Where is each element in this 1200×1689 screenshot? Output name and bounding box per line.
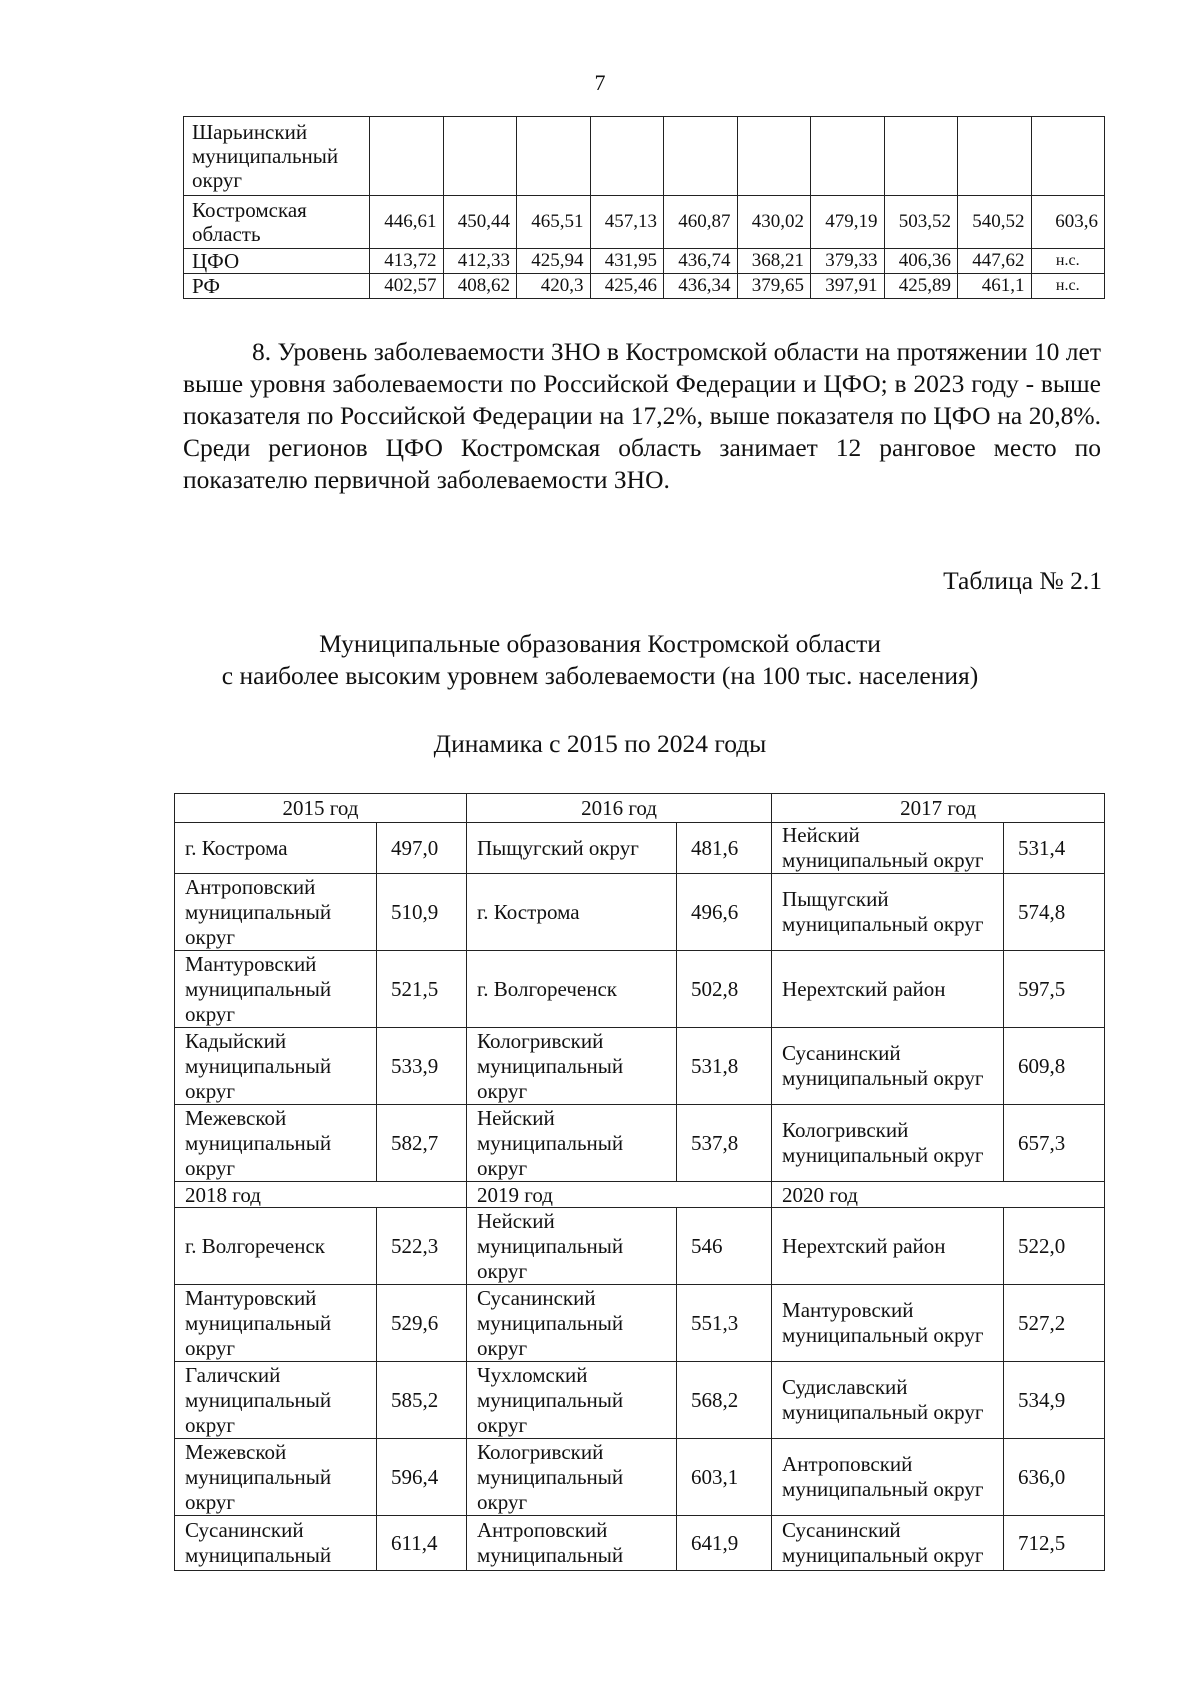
rate-cell: 529,6 — [377, 1285, 467, 1362]
value-cell: 425,94 — [517, 249, 591, 274]
caption-dynamics: Динамика с 2015 по 2024 годы — [433, 729, 767, 758]
value-cell: 431,95 — [590, 249, 664, 274]
value-cell: 368,21 — [737, 249, 811, 274]
table-row — [184, 117, 1105, 196]
value-cell: 412,33 — [443, 249, 517, 274]
value-cell: 402,57 — [370, 274, 444, 299]
value-cell — [590, 117, 664, 196]
municipality-cell: г. Кострома — [175, 823, 377, 874]
year-header: 2015 год — [175, 794, 467, 823]
rate-cell: 603,1 — [677, 1439, 772, 1516]
rate-cell: 568,2 — [677, 1362, 772, 1439]
municipality-cell: Сусанинский муниципальный округ — [467, 1285, 677, 1362]
table-row — [175, 1208, 1105, 1285]
table-row — [175, 1439, 1105, 1516]
year-header: 2017 год — [772, 794, 1105, 823]
value-cell: н.с. — [1031, 249, 1105, 274]
municipality-text: Сусанинский муниципальный — [185, 1518, 332, 1567]
value-cell: 540,52 — [958, 196, 1032, 249]
municipality-cell: Нейский муниципальный округ — [772, 823, 1004, 874]
table-row — [175, 874, 1105, 951]
municipality-cell: Пыщугский округ — [467, 823, 677, 874]
year-header: 2020 год — [772, 1182, 1105, 1208]
municipality-cell: Антроповский муниципальный округ — [175, 874, 377, 951]
paragraph-8 — [183, 336, 1101, 496]
caption-line-1: Муниципальные образования Костромской области — [319, 629, 881, 658]
value-cell — [958, 117, 1032, 196]
value-cell: 436,74 — [664, 249, 738, 274]
value-cell: 379,65 — [737, 274, 811, 299]
rate-cell: 537,8 — [677, 1105, 772, 1182]
rate-cell: 574,8 — [1004, 874, 1105, 951]
table-row — [184, 196, 1105, 249]
rate-cell: 502,8 — [677, 951, 772, 1028]
value-cell — [737, 117, 811, 196]
value-cell: 465,51 — [517, 196, 591, 249]
caption-line-2: с наиболее высоким уровнем заболеваемости (на 100 тыс. населения) — [221, 661, 979, 690]
page-number: 7 — [594, 70, 606, 95]
rate-cell: 609,8 — [1004, 1028, 1105, 1105]
table-row — [175, 823, 1105, 874]
value-cell — [1031, 117, 1105, 196]
year-header-row — [175, 794, 1105, 823]
municipality-cell: Нейский муниципальный округ — [467, 1208, 677, 1285]
rate-cell: 582,7 — [377, 1105, 467, 1182]
value-cell: 397,91 — [811, 274, 885, 299]
year-header: 2016 год — [467, 794, 772, 823]
rate-cell: 712,5 — [1004, 1516, 1105, 1571]
value-cell: 603,6 — [1031, 196, 1105, 249]
value-cell: 503,52 — [884, 196, 958, 249]
municipality-cell: Межевской муниципальный округ — [175, 1105, 377, 1182]
municipality-cell — [467, 1516, 677, 1571]
municipality-cell: г. Волгореченск — [467, 951, 677, 1028]
table-row — [175, 1105, 1105, 1182]
municipality-cell: Кологривский муниципальный округ — [772, 1105, 1004, 1182]
rate-cell: 531,4 — [1004, 823, 1105, 874]
value-cell: 436,34 — [664, 274, 738, 299]
municipality-cell: г. Волгореченск — [175, 1208, 377, 1285]
rate-cell: 496,6 — [677, 874, 772, 951]
table-row — [175, 1516, 1105, 1571]
region-name-cell: ЦФО — [184, 249, 370, 274]
value-cell — [370, 117, 444, 196]
rate-cell: 585,2 — [377, 1362, 467, 1439]
municipality-cell: Нейский муниципальный округ — [467, 1105, 677, 1182]
rate-cell: 657,3 — [1004, 1105, 1105, 1182]
rate-cell: 611,4 — [377, 1516, 467, 1571]
municipality-cell: Нерехтский район — [772, 1208, 1004, 1285]
municipal-incidence-table — [174, 793, 1105, 1571]
value-cell: 425,46 — [590, 274, 664, 299]
value-cell: 425,89 — [884, 274, 958, 299]
value-cell: 450,44 — [443, 196, 517, 249]
value-cell — [884, 117, 958, 196]
rate-cell: 497,0 — [377, 823, 467, 874]
rate-cell: 641,9 — [677, 1516, 772, 1571]
rate-cell: 522,0 — [1004, 1208, 1105, 1285]
value-cell: 447,62 — [958, 249, 1032, 274]
table-caption — [0, 628, 1200, 692]
municipality-cell: Судиславский муниципальный округ — [772, 1362, 1004, 1439]
region-name-cell: РФ — [184, 274, 370, 299]
value-cell: 406,36 — [884, 249, 958, 274]
year-header: 2018 год — [175, 1182, 467, 1208]
value-cell — [664, 117, 738, 196]
table-row — [175, 1285, 1105, 1362]
rate-cell: 636,0 — [1004, 1439, 1105, 1516]
paragraph-text: 8. Уровень заболеваемости ЗНО в Костромской области на протяжении 10 лет выше уровня заболеваемости по Российской Федерации и ЦФО; в 2023 году - выше показателя по Российской Федерации на 17,2%, выше показателя по ЦФО на 20,8%. Среди регионов ЦФО Костромская область занимает 12 ранговое место по показателю первичной заболеваемости ЗНО. — [183, 337, 1101, 494]
rate-cell: 534,9 — [1004, 1362, 1105, 1439]
rate-cell: 533,9 — [377, 1028, 467, 1105]
rate-cell: 531,8 — [677, 1028, 772, 1105]
table-number: Таблица № 2.1 — [943, 566, 1102, 595]
value-cell — [811, 117, 885, 196]
rate-cell: 551,3 — [677, 1285, 772, 1362]
municipality-cell: Чухломский муниципальный округ — [467, 1362, 677, 1439]
rate-cell: 521,5 — [377, 951, 467, 1028]
year-header-row — [175, 1182, 1105, 1208]
table-row — [175, 951, 1105, 1028]
municipality-cell: Антроповский муниципальный округ — [772, 1439, 1004, 1516]
year-header: 2019 год — [467, 1182, 772, 1208]
table-row — [175, 1362, 1105, 1439]
municipality-cell: Кологривский муниципальный округ — [467, 1028, 677, 1105]
value-cell: 408,62 — [443, 274, 517, 299]
municipality-cell: Нерехтский район — [772, 951, 1004, 1028]
regional-incidence-table — [183, 116, 1105, 299]
rate-cell: 527,2 — [1004, 1285, 1105, 1362]
municipality-cell: Пыщугский муниципальный округ — [772, 874, 1004, 951]
rate-cell: 546 — [677, 1208, 772, 1285]
municipality-cell: Мантуровский муниципальный округ — [772, 1285, 1004, 1362]
municipality-cell: Сусанинский муниципальный округ — [772, 1516, 1004, 1571]
value-cell: 460,87 — [664, 196, 738, 249]
municipality-cell: Кадыйский муниципальный округ — [175, 1028, 377, 1105]
value-cell: 461,1 — [958, 274, 1032, 299]
municipality-cell: г. Кострома — [467, 874, 677, 951]
municipality-text: Антроповский муниципальный — [477, 1518, 624, 1567]
region-name-cell: Шарьинский муниципальный округ — [184, 117, 370, 196]
table-row — [184, 274, 1105, 299]
value-cell: 379,33 — [811, 249, 885, 274]
municipality-cell: Мантуровский муниципальный округ — [175, 951, 377, 1028]
municipality-cell: Сусанинский муниципальный округ — [772, 1028, 1004, 1105]
rate-cell: 481,6 — [677, 823, 772, 874]
value-cell: 457,13 — [590, 196, 664, 249]
value-cell: 420,3 — [517, 274, 591, 299]
value-cell: 446,61 — [370, 196, 444, 249]
value-cell — [517, 117, 591, 196]
municipality-cell: Галичский муниципальный округ — [175, 1362, 377, 1439]
value-cell: 430,02 — [737, 196, 811, 249]
municipality-cell: Межевской муниципальный округ — [175, 1439, 377, 1516]
value-cell — [443, 117, 517, 196]
table-row — [175, 1028, 1105, 1105]
rate-cell: 522,3 — [377, 1208, 467, 1285]
table-row — [184, 249, 1105, 274]
rate-cell: 510,9 — [377, 874, 467, 951]
value-cell: 413,72 — [370, 249, 444, 274]
value-cell: 479,19 — [811, 196, 885, 249]
municipality-cell: Мантуровский муниципальный округ — [175, 1285, 377, 1362]
municipality-cell — [175, 1516, 377, 1571]
rate-cell: 596,4 — [377, 1439, 467, 1516]
rate-cell: 597,5 — [1004, 951, 1105, 1028]
value-cell: н.с. — [1031, 274, 1105, 299]
region-name-cell: Костромская область — [184, 196, 370, 249]
municipality-cell: Кологривский муниципальный округ — [467, 1439, 677, 1516]
